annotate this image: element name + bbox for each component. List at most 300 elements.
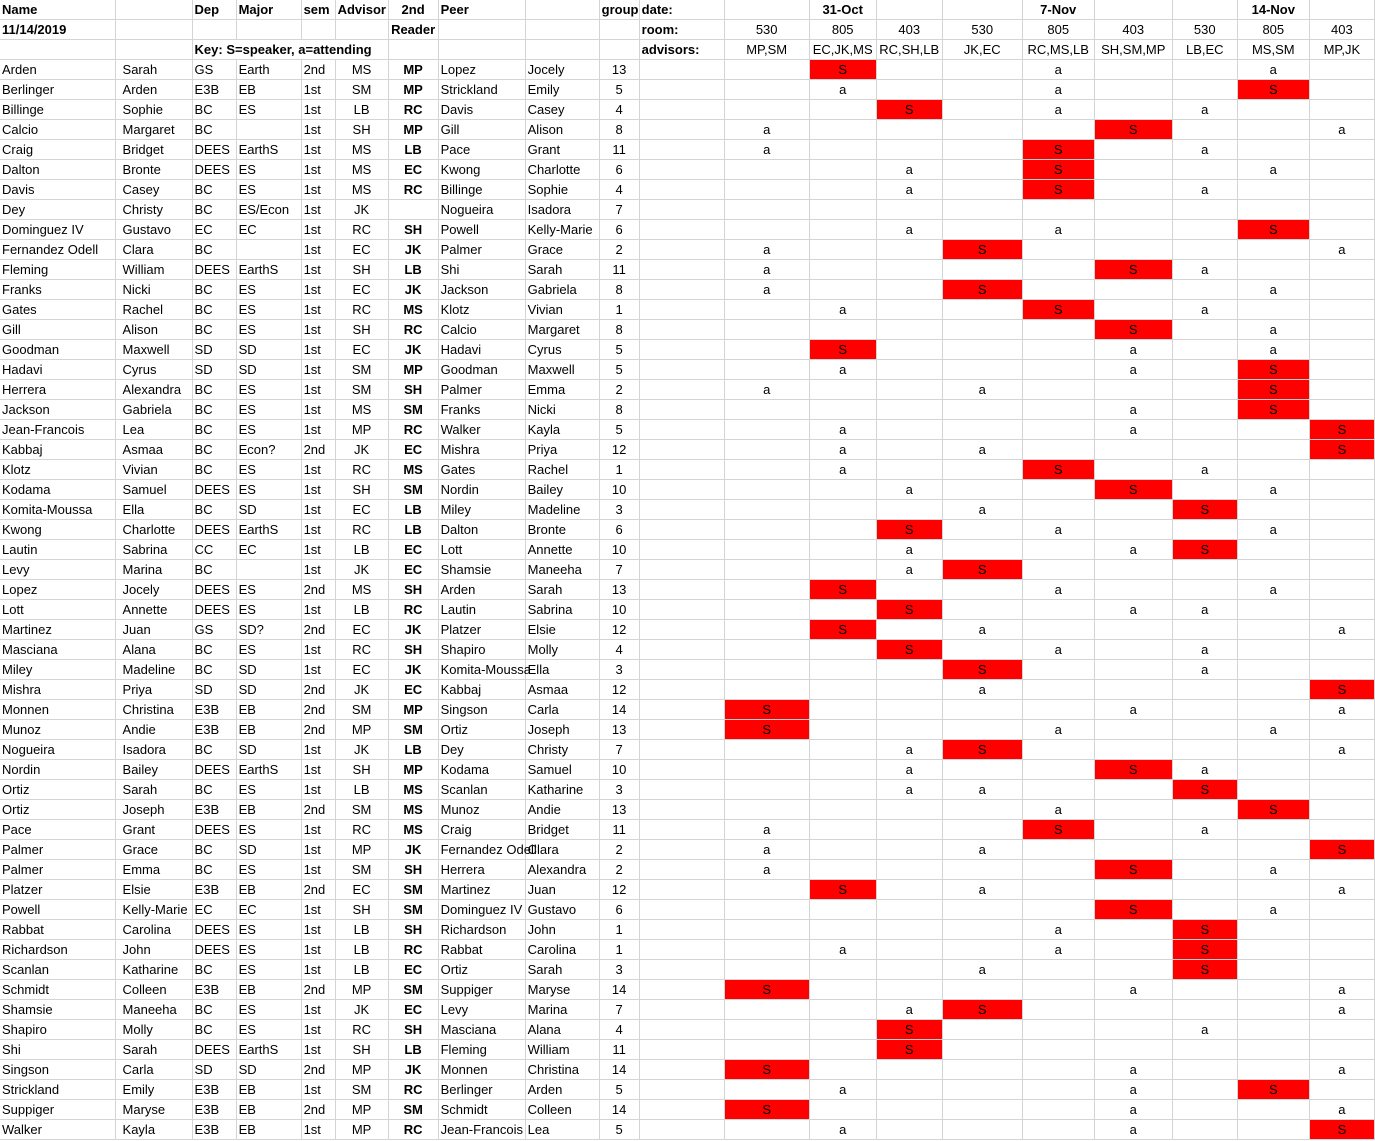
schedule-cell[interactable]: [1172, 360, 1237, 380]
schedule-cell[interactable]: a: [1094, 1080, 1172, 1100]
schedule-cell[interactable]: [942, 900, 1022, 920]
schedule-cell[interactable]: [1237, 980, 1309, 1000]
schedule-cell[interactable]: [1237, 420, 1309, 440]
schedule-cell[interactable]: [876, 880, 942, 900]
second-reader-cell[interactable]: SM: [388, 900, 438, 920]
schedule-cell[interactable]: [1172, 1000, 1237, 1020]
schedule-cell[interactable]: a: [809, 440, 876, 460]
schedule-cell[interactable]: [1172, 220, 1237, 240]
schedule-cell[interactable]: a: [1172, 1020, 1237, 1040]
schedule-cell[interactable]: [1172, 200, 1237, 220]
schedule-cell[interactable]: [1172, 280, 1237, 300]
advisor-cell[interactable]: MP: [335, 720, 388, 740]
schedule-cell[interactable]: [942, 1080, 1022, 1100]
advisor-cell[interactable]: MS: [335, 580, 388, 600]
major-cell[interactable]: ES: [236, 420, 301, 440]
cell[interactable]: [525, 0, 599, 20]
advisor-cell[interactable]: SM: [335, 80, 388, 100]
schedule-cell[interactable]: S: [1309, 420, 1374, 440]
major-cell[interactable]: EB: [236, 700, 301, 720]
peer-last-cell[interactable]: Pace: [438, 140, 525, 160]
first-name-cell[interactable]: Arden: [115, 80, 192, 100]
advisor-cell[interactable]: JK: [335, 200, 388, 220]
group-cell[interactable]: 5: [599, 340, 639, 360]
second-reader-cell[interactable]: RC: [388, 420, 438, 440]
cell[interactable]: [639, 1080, 724, 1100]
second-reader-cell[interactable]: SH: [388, 640, 438, 660]
sem-cell[interactable]: 1st: [301, 120, 335, 140]
advisor-cell[interactable]: LB: [335, 940, 388, 960]
peer-last-cell[interactable]: Billinge: [438, 180, 525, 200]
schedule-cell[interactable]: S: [809, 620, 876, 640]
schedule-cell[interactable]: a: [724, 860, 809, 880]
schedule-cell[interactable]: S: [876, 1020, 942, 1040]
schedule-cell[interactable]: [942, 220, 1022, 240]
schedule-cell[interactable]: [1309, 800, 1374, 820]
peer-last-cell[interactable]: Craig: [438, 820, 525, 840]
schedule-cell[interactable]: [1309, 340, 1374, 360]
room-advisors-cell[interactable]: RC,SH,LB: [876, 40, 942, 60]
first-name-cell[interactable]: Asmaa: [115, 440, 192, 460]
schedule-cell[interactable]: [724, 320, 809, 340]
schedule-cell[interactable]: S: [1172, 960, 1237, 980]
major-cell[interactable]: SD: [236, 500, 301, 520]
advisor-cell[interactable]: SH: [335, 1040, 388, 1060]
second-reader-cell[interactable]: RC: [388, 100, 438, 120]
last-name-cell[interactable]: Monnen: [0, 700, 115, 720]
group-cell[interactable]: 5: [599, 1080, 639, 1100]
cell[interactable]: [599, 40, 639, 60]
schedule-cell[interactable]: [809, 640, 876, 660]
group-cell[interactable]: 8: [599, 400, 639, 420]
cell[interactable]: [639, 840, 724, 860]
advisor-cell[interactable]: MP: [335, 1100, 388, 1120]
peer-last-cell[interactable]: Schmidt: [438, 1100, 525, 1120]
schedule-cell[interactable]: [1022, 540, 1094, 560]
advisor-cell[interactable]: JK: [335, 560, 388, 580]
schedule-cell[interactable]: [1094, 500, 1172, 520]
group-cell[interactable]: 6: [599, 520, 639, 540]
dep-cell[interactable]: SD: [192, 1060, 236, 1080]
schedule-cell[interactable]: [1309, 60, 1374, 80]
advisor-cell[interactable]: RC: [335, 640, 388, 660]
schedule-cell[interactable]: a: [1094, 980, 1172, 1000]
schedule-cell[interactable]: [809, 1060, 876, 1080]
major-cell[interactable]: ES: [236, 1020, 301, 1040]
schedule-cell[interactable]: [809, 400, 876, 420]
schedule-cell[interactable]: [1172, 580, 1237, 600]
group-cell[interactable]: 8: [599, 280, 639, 300]
schedule-cell[interactable]: [1237, 700, 1309, 720]
cell[interactable]: [639, 1120, 724, 1140]
sem-cell[interactable]: 1st: [301, 1040, 335, 1060]
first-name-cell[interactable]: Katharine: [115, 960, 192, 980]
advisor-cell[interactable]: LB: [335, 960, 388, 980]
schedule-cell[interactable]: a: [809, 940, 876, 960]
sem-cell[interactable]: 1st: [301, 340, 335, 360]
schedule-cell[interactable]: [1022, 1000, 1094, 1020]
schedule-cell[interactable]: [1172, 560, 1237, 580]
room-advisors-cell[interactable]: MP,JK: [1309, 40, 1374, 60]
group-cell[interactable]: 5: [599, 80, 639, 100]
schedule-cell[interactable]: a: [1237, 60, 1309, 80]
schedule-cell[interactable]: [1309, 460, 1374, 480]
schedule-cell[interactable]: a: [1309, 980, 1374, 1000]
schedule-cell[interactable]: [876, 660, 942, 680]
cell[interactable]: [639, 820, 724, 840]
advisor-cell[interactable]: SH: [335, 260, 388, 280]
schedule-cell[interactable]: [1172, 680, 1237, 700]
schedule-cell[interactable]: [876, 620, 942, 640]
dep-cell[interactable]: E3B: [192, 720, 236, 740]
schedule-cell[interactable]: [1094, 140, 1172, 160]
cell[interactable]: [438, 20, 525, 40]
schedule-cell[interactable]: a: [809, 460, 876, 480]
group-cell[interactable]: 5: [599, 360, 639, 380]
second-reader-cell[interactable]: SM: [388, 1100, 438, 1120]
peer-first-cell[interactable]: Kelly-Marie: [525, 220, 599, 240]
first-name-cell[interactable]: Charlotte: [115, 520, 192, 540]
schedule-cell[interactable]: [1309, 380, 1374, 400]
schedule-cell[interactable]: [1094, 280, 1172, 300]
peer-first-cell[interactable]: Maryse: [525, 980, 599, 1000]
last-name-cell[interactable]: Masciana: [0, 640, 115, 660]
second-reader-cell[interactable]: JK: [388, 1060, 438, 1080]
group-cell[interactable]: 6: [599, 160, 639, 180]
schedule-cell[interactable]: S: [1237, 220, 1309, 240]
last-name-cell[interactable]: Kabbaj: [0, 440, 115, 460]
schedule-cell[interactable]: [876, 500, 942, 520]
cell[interactable]: [525, 20, 599, 40]
schedule-cell[interactable]: a: [1094, 600, 1172, 620]
schedule-cell[interactable]: [1022, 560, 1094, 580]
major-cell[interactable]: ES: [236, 580, 301, 600]
schedule-cell[interactable]: [1022, 1080, 1094, 1100]
schedule-cell[interactable]: [724, 340, 809, 360]
schedule-cell[interactable]: [876, 980, 942, 1000]
schedule-cell[interactable]: [1309, 480, 1374, 500]
schedule-cell[interactable]: [876, 300, 942, 320]
dep-cell[interactable]: BC: [192, 640, 236, 660]
schedule-cell[interactable]: a: [724, 840, 809, 860]
peer-first-cell[interactable]: Priya: [525, 440, 599, 460]
schedule-cell[interactable]: [942, 580, 1022, 600]
schedule-cell[interactable]: S: [876, 640, 942, 660]
schedule-cell[interactable]: a: [1237, 480, 1309, 500]
peer-last-cell[interactable]: Palmer: [438, 380, 525, 400]
peer-first-cell[interactable]: Alana: [525, 1020, 599, 1040]
peer-last-cell[interactable]: Strickland: [438, 80, 525, 100]
group-cell[interactable]: 4: [599, 640, 639, 660]
schedule-cell[interactable]: [1094, 640, 1172, 660]
schedule-cell[interactable]: [942, 1100, 1022, 1120]
advisor-cell[interactable]: MS: [335, 180, 388, 200]
cell[interactable]: [639, 960, 724, 980]
last-name-cell[interactable]: Lott: [0, 600, 115, 620]
schedule-cell[interactable]: S: [942, 1000, 1022, 1020]
cell[interactable]: [639, 980, 724, 1000]
advisor-cell[interactable]: MS: [335, 160, 388, 180]
schedule-cell[interactable]: [942, 120, 1022, 140]
major-cell[interactable]: SD?: [236, 620, 301, 640]
peer-first-cell[interactable]: John: [525, 920, 599, 940]
cell[interactable]: [639, 140, 724, 160]
major-cell[interactable]: Econ?: [236, 440, 301, 460]
schedule-cell[interactable]: a: [1094, 1100, 1172, 1120]
schedule-cell[interactable]: [876, 1100, 942, 1120]
schedule-cell[interactable]: [1094, 960, 1172, 980]
schedule-cell[interactable]: a: [809, 80, 876, 100]
last-name-cell[interactable]: Craig: [0, 140, 115, 160]
advisor-cell[interactable]: SM: [335, 360, 388, 380]
schedule-cell[interactable]: [942, 920, 1022, 940]
cell[interactable]: [639, 500, 724, 520]
first-name-cell[interactable]: Nicki: [115, 280, 192, 300]
major-cell[interactable]: ES: [236, 380, 301, 400]
group-cell[interactable]: 2: [599, 860, 639, 880]
schedule-cell[interactable]: [1094, 780, 1172, 800]
peer-first-cell[interactable]: Clara: [525, 840, 599, 860]
date-oct31[interactable]: 31-Oct: [809, 0, 876, 20]
schedule-cell[interactable]: [876, 1120, 942, 1140]
dep-cell[interactable]: DEES: [192, 520, 236, 540]
dep-cell[interactable]: BC: [192, 180, 236, 200]
schedule-cell[interactable]: [724, 960, 809, 980]
schedule-cell[interactable]: [1022, 420, 1094, 440]
schedule-cell[interactable]: [1309, 560, 1374, 580]
peer-last-cell[interactable]: Herrera: [438, 860, 525, 880]
group-cell[interactable]: 6: [599, 220, 639, 240]
schedule-cell[interactable]: [724, 540, 809, 560]
schedule-cell[interactable]: [1309, 520, 1374, 540]
major-cell[interactable]: ES: [236, 300, 301, 320]
major-cell[interactable]: ES: [236, 960, 301, 980]
schedule-cell[interactable]: a: [809, 300, 876, 320]
schedule-cell[interactable]: a: [876, 780, 942, 800]
advisor-cell[interactable]: MS: [335, 400, 388, 420]
schedule-cell[interactable]: [1022, 700, 1094, 720]
schedule-cell[interactable]: [1022, 1060, 1094, 1080]
schedule-cell[interactable]: [1172, 980, 1237, 1000]
schedule-cell[interactable]: [1172, 840, 1237, 860]
schedule-cell[interactable]: [942, 720, 1022, 740]
second-reader-cell[interactable]: [388, 200, 438, 220]
cell[interactable]: [438, 40, 525, 60]
last-name-cell[interactable]: Kwong: [0, 520, 115, 540]
major-cell[interactable]: EB: [236, 1120, 301, 1140]
schedule-cell[interactable]: [1309, 1040, 1374, 1060]
group-cell[interactable]: 3: [599, 500, 639, 520]
schedule-cell[interactable]: [942, 1040, 1022, 1060]
second-reader-cell[interactable]: SM: [388, 400, 438, 420]
sem-cell[interactable]: 2nd: [301, 700, 335, 720]
cell[interactable]: [639, 700, 724, 720]
schedule-cell[interactable]: [724, 620, 809, 640]
schedule-cell[interactable]: [724, 80, 809, 100]
schedule-cell[interactable]: [809, 700, 876, 720]
schedule-cell[interactable]: S: [1309, 680, 1374, 700]
schedule-cell[interactable]: S: [1022, 820, 1094, 840]
group-cell[interactable]: 5: [599, 420, 639, 440]
major-cell[interactable]: EB: [236, 880, 301, 900]
schedule-cell[interactable]: a: [809, 1080, 876, 1100]
schedule-cell[interactable]: a: [942, 380, 1022, 400]
dep-cell[interactable]: BC: [192, 380, 236, 400]
schedule-cell[interactable]: a: [1094, 340, 1172, 360]
schedule-cell[interactable]: [942, 300, 1022, 320]
peer-last-cell[interactable]: Gates: [438, 460, 525, 480]
schedule-cell[interactable]: [809, 1020, 876, 1040]
cell[interactable]: [639, 1060, 724, 1080]
peer-last-cell[interactable]: Berlinger: [438, 1080, 525, 1100]
schedule-cell[interactable]: [1237, 820, 1309, 840]
first-name-cell[interactable]: Bridget: [115, 140, 192, 160]
schedule-cell[interactable]: [809, 660, 876, 680]
schedule-cell[interactable]: [1094, 1040, 1172, 1060]
peer-first-cell[interactable]: Gustavo: [525, 900, 599, 920]
schedule-cell[interactable]: [1237, 680, 1309, 700]
first-name-cell[interactable]: Elsie: [115, 880, 192, 900]
schedule-cell[interactable]: a: [942, 960, 1022, 980]
sem-cell[interactable]: 2nd: [301, 980, 335, 1000]
last-name-cell[interactable]: Arden: [0, 60, 115, 80]
schedule-cell[interactable]: S: [1094, 860, 1172, 880]
schedule-cell[interactable]: [1094, 820, 1172, 840]
first-name-cell[interactable]: Sabrina: [115, 540, 192, 560]
advisor-cell[interactable]: RC: [335, 220, 388, 240]
second-reader-cell[interactable]: RC: [388, 180, 438, 200]
advisor-cell[interactable]: SM: [335, 860, 388, 880]
second-reader-cell[interactable]: MP: [388, 80, 438, 100]
major-cell[interactable]: ES: [236, 780, 301, 800]
first-name-cell[interactable]: Annette: [115, 600, 192, 620]
schedule-cell[interactable]: [809, 260, 876, 280]
schedule-cell[interactable]: a: [809, 420, 876, 440]
sem-cell[interactable]: 2nd: [301, 1100, 335, 1120]
schedule-cell[interactable]: S: [942, 560, 1022, 580]
peer-last-cell[interactable]: Martinez: [438, 880, 525, 900]
group-cell[interactable]: 4: [599, 1020, 639, 1040]
group-cell[interactable]: 7: [599, 1000, 639, 1020]
schedule-cell[interactable]: [1022, 380, 1094, 400]
dep-cell[interactable]: BC: [192, 240, 236, 260]
schedule-cell[interactable]: [1022, 260, 1094, 280]
sem-cell[interactable]: 1st: [301, 100, 335, 120]
group-cell[interactable]: 2: [599, 840, 639, 860]
schedule-cell[interactable]: [1022, 200, 1094, 220]
schedule-cell[interactable]: [876, 800, 942, 820]
schedule-cell[interactable]: [942, 700, 1022, 720]
first-name-cell[interactable]: Lea: [115, 420, 192, 440]
major-cell[interactable]: EC: [236, 540, 301, 560]
schedule-cell[interactable]: [876, 140, 942, 160]
schedule-cell[interactable]: a: [1237, 720, 1309, 740]
schedule-cell[interactable]: [1022, 1020, 1094, 1040]
cell[interactable]: [639, 720, 724, 740]
advisor-cell[interactable]: JK: [335, 740, 388, 760]
cell[interactable]: [115, 20, 192, 40]
dep-cell[interactable]: BC: [192, 560, 236, 580]
sem-cell[interactable]: 1st: [301, 1120, 335, 1140]
schedule-cell[interactable]: [1094, 380, 1172, 400]
advisor-cell[interactable]: SH: [335, 760, 388, 780]
schedule-cell[interactable]: S: [724, 1100, 809, 1120]
cell[interactable]: [639, 940, 724, 960]
schedule-cell[interactable]: [809, 480, 876, 500]
cell[interactable]: [639, 1100, 724, 1120]
dep-cell[interactable]: E3B: [192, 700, 236, 720]
group-cell[interactable]: 10: [599, 760, 639, 780]
schedule-cell[interactable]: [1022, 320, 1094, 340]
first-name-cell[interactable]: Margaret: [115, 120, 192, 140]
schedule-cell[interactable]: [1309, 280, 1374, 300]
schedule-cell[interactable]: [1237, 540, 1309, 560]
room-advisors-cell[interactable]: JK,EC: [942, 40, 1022, 60]
room-cell[interactable]: 403: [876, 20, 942, 40]
first-name-cell[interactable]: Gustavo: [115, 220, 192, 240]
schedule-cell[interactable]: [1094, 60, 1172, 80]
schedule-cell[interactable]: [876, 240, 942, 260]
schedule-cell[interactable]: S: [876, 1040, 942, 1060]
second-reader-cell[interactable]: MS: [388, 300, 438, 320]
advisor-cell[interactable]: SM: [335, 800, 388, 820]
schedule-cell[interactable]: [942, 80, 1022, 100]
major-cell[interactable]: SD: [236, 1060, 301, 1080]
schedule-cell[interactable]: [1237, 300, 1309, 320]
last-name-cell[interactable]: Pace: [0, 820, 115, 840]
peer-last-cell[interactable]: Mishra: [438, 440, 525, 460]
peer-first-cell[interactable]: Sophie: [525, 180, 599, 200]
last-name-cell[interactable]: Dominguez IV: [0, 220, 115, 240]
dep-cell[interactable]: E3B: [192, 80, 236, 100]
schedule-cell[interactable]: S: [876, 520, 942, 540]
cell[interactable]: [639, 660, 724, 680]
schedule-cell[interactable]: a: [1094, 540, 1172, 560]
sem-cell[interactable]: 1st: [301, 500, 335, 520]
peer-first-cell[interactable]: Bronte: [525, 520, 599, 540]
cell[interactable]: [599, 20, 639, 40]
first-name-cell[interactable]: Emily: [115, 1080, 192, 1100]
peer-last-cell[interactable]: Levy: [438, 1000, 525, 1020]
first-name-cell[interactable]: Juan: [115, 620, 192, 640]
peer-last-cell[interactable]: Hadavi: [438, 340, 525, 360]
date-nov7[interactable]: 7-Nov: [1022, 0, 1094, 20]
schedule-cell[interactable]: S: [1094, 260, 1172, 280]
schedule-cell[interactable]: [942, 940, 1022, 960]
schedule-cell[interactable]: [724, 60, 809, 80]
schedule-cell[interactable]: a: [1172, 760, 1237, 780]
sem-cell[interactable]: 1st: [301, 380, 335, 400]
advisor-cell[interactable]: EC: [335, 620, 388, 640]
schedule-cell[interactable]: [724, 680, 809, 700]
sem-cell[interactable]: 1st: [301, 1020, 335, 1040]
major-cell[interactable]: [236, 240, 301, 260]
room-cell[interactable]: 403: [1309, 20, 1374, 40]
schedule-cell[interactable]: a: [1309, 1000, 1374, 1020]
second-reader-cell[interactable]: EC: [388, 560, 438, 580]
schedule-cell[interactable]: [724, 1120, 809, 1140]
cell[interactable]: [192, 20, 236, 40]
cell[interactable]: [639, 80, 724, 100]
schedule-cell[interactable]: [942, 260, 1022, 280]
schedule-cell[interactable]: [876, 900, 942, 920]
cell[interactable]: [388, 40, 438, 60]
schedule-cell[interactable]: S: [809, 60, 876, 80]
schedule-cell[interactable]: a: [1022, 520, 1094, 540]
dep-cell[interactable]: EC: [192, 900, 236, 920]
last-name-cell[interactable]: Gates: [0, 300, 115, 320]
cell[interactable]: [639, 340, 724, 360]
